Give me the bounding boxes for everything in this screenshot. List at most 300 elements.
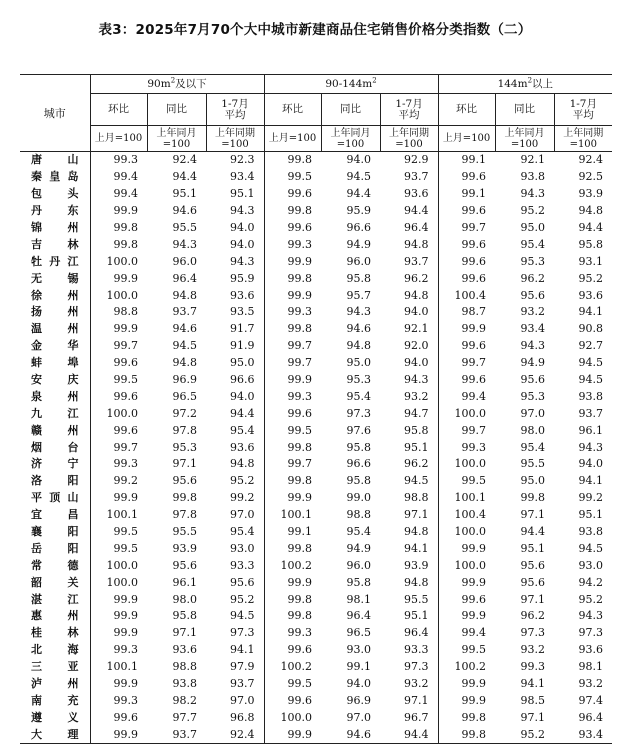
value-cell: 94.8 [380,236,438,253]
value-cell: 99.4 [113,170,138,184]
value-cell: 99.6 [287,221,313,234]
value-cell: 99.9 [287,373,313,387]
value-cell: 95.1 [380,439,438,456]
value-cell: 99.6 [461,237,487,251]
value-cell: 93.3 [206,557,264,574]
value-cell: 95.2 [495,726,554,743]
value-cell: 94.0 [346,677,372,691]
value-cell: 95.8 [380,422,438,439]
value-cell: 94.3 [346,305,372,319]
city-cell [20,726,90,743]
column-header: 同比 [495,94,554,126]
column-header: 1-7月平均 [206,94,264,126]
value-cell: 99.9 [461,677,487,691]
city-name: 牡 丹 江 [31,254,79,268]
value-cell: 99.8 [172,491,197,505]
value-cell: 95.6 [520,373,546,387]
value-cell: 99.6 [461,170,487,184]
table-row [20,439,612,456]
value-cell: 96.2 [380,456,438,473]
value-cell: 95.4 [346,389,372,403]
city-name: 金 华 [31,339,79,353]
city-name: 洛 阳 [31,474,79,488]
value-cell: 92.1 [520,153,546,167]
value-cell: 95.1 [206,186,264,203]
city-cell [20,574,90,591]
value-cell: 99.8 [287,322,313,336]
value-cell: 95.6 [172,558,197,572]
value-cell: 95.6 [520,288,546,302]
value-cell: 96.0 [346,254,372,268]
value-cell: 95.1 [380,608,438,625]
city-name: 安 庆 [31,373,79,387]
value-cell: 99.9 [90,726,147,743]
value-cell: 94.3 [206,253,264,270]
city-name: 湛 江 [31,592,79,606]
value-cell: 94.0 [346,153,372,167]
value-cell: 94.8 [380,287,438,304]
value-cell: 95.2 [206,591,264,608]
value-cell: 96.0 [346,558,372,572]
value-cell: 94.0 [380,304,438,321]
value-cell: 99.5 [461,474,487,488]
value-cell: 99.5 [287,170,313,184]
city-cell [20,253,90,270]
city-cell [20,490,90,507]
value-cell: 95.3 [520,254,546,268]
city-cell [20,439,90,456]
city-name: 包 头 [31,187,79,201]
value-cell: 97.4 [578,693,604,707]
city-cell [20,338,90,355]
value-cell: 97.1 [380,693,438,710]
city-cell [20,473,90,490]
value-cell: 99.6 [461,204,487,218]
city-name: 秦 皇 岛 [31,170,79,184]
city-name: 北 海 [31,643,79,657]
value-cell: 97.8 [172,423,197,437]
value-cell: 95.0 [206,355,264,372]
value-cell: 93.9 [380,557,438,574]
value-cell: 100.0 [454,558,487,572]
column-header: 同比 [321,94,380,126]
value-cell: 99.8 [461,710,487,724]
city-cell [20,540,90,557]
value-cell: 94.6 [321,726,380,743]
value-cell: 96.4 [380,625,438,642]
table-row [20,355,612,372]
value-cell: 97.6 [346,423,372,437]
value-cell: 99.3 [287,237,313,251]
value-cell: 94.5 [578,541,604,555]
value-cell: 95.7 [346,288,372,302]
value-cell: 96.8 [206,709,264,726]
value-cell: 94.9 [346,541,372,555]
city-cell [20,236,90,253]
city-cell [20,169,90,186]
table-row [20,456,612,473]
value-cell: 99.9 [113,609,138,623]
value-cell: 96.9 [346,693,372,707]
value-cell: 95.8 [346,440,372,454]
value-cell: 97.1 [172,626,197,640]
value-cell: 93.7 [147,726,206,743]
value-cell: 99.9 [113,677,138,691]
city-cell [20,642,90,659]
value-cell: 99.8 [287,271,313,285]
city-cell [20,625,90,642]
value-cell: 94.5 [172,339,197,353]
city-cell [20,524,90,541]
value-cell: 99.8 [287,204,313,218]
city-cell [20,304,90,321]
value-cell: 94.3 [520,339,546,353]
value-cell: 100.0 [106,254,138,268]
value-cell: 95.1 [578,508,604,522]
table-row [20,287,612,304]
table-row [20,422,612,439]
value-cell: 98.8 [346,508,372,522]
value-cell: 95.3 [520,389,546,403]
value-cell: 94.8 [206,456,264,473]
value-cell: 95.5 [172,525,197,539]
value-cell: 99.8 [287,440,313,454]
column-header: 1-7月平均 [380,94,438,126]
value-cell: 100.2 [280,660,313,674]
column-header: 环比 [264,94,321,126]
value-cell: 96.0 [172,254,197,268]
value-cell: 96.4 [380,220,438,237]
table-row [20,625,612,642]
value-cell: 99.9 [113,271,138,285]
value-cell: 96.2 [520,609,546,623]
value-cell: 97.1 [520,508,546,522]
value-cell: 94.5 [578,373,604,387]
value-cell: 94.9 [520,356,546,370]
value-cell: 97.0 [520,406,546,420]
value-cell: 99.7 [461,423,487,437]
value-cell: 94.4 [520,525,546,539]
city-name: 温 州 [31,322,79,336]
city-name: 徐 州 [31,288,79,302]
city-name: 韶 关 [31,575,79,589]
value-cell: 94.6 [172,322,197,336]
value-cell: 99.1 [346,660,372,674]
city-name: 泉 州 [31,389,79,403]
city-name: 无 锡 [31,271,79,285]
value-cell: 95.3 [346,373,372,387]
value-cell: 99.7 [287,457,313,471]
value-cell: 95.8 [172,609,197,623]
value-cell: 94.8 [578,204,604,218]
city-cell [20,557,90,574]
value-cell: 99.3 [520,660,546,674]
value-cell: 94.5 [346,170,372,184]
value-cell: 99.9 [113,491,138,505]
value-cell: 99.5 [113,525,138,539]
value-cell: 95.2 [578,592,604,606]
city-name: 南 充 [31,693,79,707]
value-cell: 99.9 [461,609,487,623]
value-cell: 95.9 [206,270,264,287]
value-cell: 99.3 [461,440,487,454]
city-cell [20,388,90,405]
value-cell: 94.3 [380,372,438,389]
value-cell: 99.7 [113,440,138,454]
value-cell: 98.7 [461,305,487,319]
city-cell [20,659,90,676]
value-cell: 95.4 [520,237,546,251]
value-cell: 99.8 [287,541,313,555]
value-cell: 93.8 [172,677,197,691]
value-cell: 99.9 [461,575,487,589]
value-cell: 99.6 [287,187,313,201]
city-name: 蚌 埠 [31,356,79,370]
value-cell: 97.0 [346,710,372,724]
value-cell: 99.9 [113,322,138,336]
value-cell: 94.2 [578,575,604,589]
base-header: 上月=100 [438,126,495,152]
value-cell: 97.0 [206,507,264,524]
value-cell: 96.2 [380,270,438,287]
table-row [20,152,612,169]
column-header: 1-7月平均 [554,94,612,126]
value-cell: 94.9 [346,237,372,251]
value-cell: 96.6 [346,221,372,234]
table-row [20,203,612,220]
table-row [20,388,612,405]
value-cell: 92.4 [172,153,197,167]
value-cell: 98.0 [172,592,197,606]
value-cell: 100.1 [106,660,138,674]
value-cell: 99.8 [113,237,138,251]
value-cell: 93.6 [172,643,197,657]
column-header: 同比 [147,94,206,126]
city-name: 赣 州 [31,423,79,437]
city-name: 锦 州 [31,221,79,234]
value-cell: 99.9 [287,491,313,505]
value-cell: 99.4 [461,626,487,640]
value-cell: 96.4 [172,271,197,285]
city-name: 宜 昌 [31,508,79,522]
base-header: 上年同月=100 [321,126,380,152]
value-cell: 99.6 [461,271,487,285]
value-cell: 100.1 [106,508,138,522]
value-cell: 94.7 [380,405,438,422]
value-cell: 99.7 [287,339,313,353]
value-cell: 99.9 [264,726,321,743]
value-cell: 99.6 [113,389,138,403]
value-cell: 100.4 [454,508,487,522]
value-cell: 99.8 [287,592,313,606]
value-cell: 99.6 [461,373,487,387]
table-row [20,473,612,490]
group-header: $144m^2$以上 [438,75,612,94]
value-cell: 93.6 [380,186,438,203]
value-cell: 96.5 [346,626,372,640]
value-cell: 93.2 [380,676,438,693]
value-cell: 99.7 [461,356,487,370]
value-cell: 97.0 [206,693,264,710]
value-cell: 99.3 [287,389,313,403]
value-cell: 93.0 [206,540,264,557]
value-cell: 99.8 [287,153,313,167]
price-index-table [20,74,612,744]
value-cell: 99.6 [461,592,487,606]
value-cell: 100.1 [280,508,313,522]
value-cell: 100.0 [280,710,313,724]
value-cell: 99.6 [113,423,138,437]
city-cell [20,591,90,608]
value-cell: 94.8 [380,574,438,591]
value-cell: 99.3 [113,457,138,471]
table-row [20,186,612,203]
value-cell: 95.4 [346,525,372,539]
value-cell: 100.0 [454,525,487,539]
value-cell: 93.7 [380,253,438,270]
group-header: $90-144m^2$ [264,75,438,94]
value-cell: 93.9 [172,541,197,555]
value-cell: 99.2 [578,491,604,505]
value-cell: 99.3 [113,693,138,707]
value-cell: 95.1 [172,187,197,201]
city-name: 九 江 [31,406,79,420]
city-cell [20,709,90,726]
table-row [20,693,612,710]
value-cell: 99.1 [461,153,487,167]
value-cell: 100.0 [106,288,138,302]
value-cell: 96.7 [380,709,438,726]
value-cell: 93.6 [578,288,604,302]
value-cell: 99.6 [461,339,487,353]
value-cell: 94.8 [346,339,372,353]
table-row [20,726,612,743]
value-cell: 93.7 [172,305,197,319]
city-cell [20,355,90,372]
city-cell [20,203,90,220]
city-cell [20,608,90,625]
value-cell: 99.4 [113,187,138,201]
table-row [20,591,612,608]
value-cell: 96.6 [206,372,264,389]
value-cell: 94.0 [380,355,438,372]
value-cell: 93.8 [578,525,604,539]
value-cell: 94.5 [380,473,438,490]
value-cell: 99.8 [520,491,546,505]
value-cell: 93.7 [206,676,264,693]
value-cell: 98.5 [520,693,546,707]
value-cell: 92.7 [578,339,604,353]
value-cell: 95.6 [172,474,197,488]
value-cell: 94.4 [380,726,438,743]
city-name: 三 亚 [31,660,79,674]
value-cell: 95.2 [206,473,264,490]
value-cell: 97.9 [206,659,264,676]
base-header: 上年同月=100 [147,126,206,152]
value-cell: 94.8 [172,356,197,370]
value-cell: 99.3 [287,626,313,640]
city-name: 惠 州 [31,609,79,623]
value-cell: 98.8 [113,305,138,319]
table-row [20,507,612,524]
table-row [20,236,612,253]
table-row [20,557,612,574]
value-cell: 99.9 [461,693,487,707]
table-row [20,321,612,338]
city-name: 丹 东 [31,204,79,218]
value-cell: 92.0 [380,338,438,355]
value-cell: 99.6 [461,254,487,268]
city-name: 大 理 [31,727,79,741]
base-header: 上年同期=100 [380,126,438,152]
value-cell: 93.2 [520,305,546,319]
city-cell [20,270,90,287]
value-cell: 95.1 [520,541,546,555]
value-cell: 92.4 [206,726,264,743]
value-cell: 98.0 [520,423,546,437]
value-cell: 98.1 [578,660,604,674]
value-cell: 94.4 [172,170,197,184]
value-cell: 93.3 [380,642,438,659]
value-cell: 97.2 [172,406,197,420]
value-cell: 92.1 [380,321,438,338]
table-row [20,304,612,321]
value-cell: 100.0 [454,457,487,471]
value-cell: 94.0 [578,457,604,471]
value-cell: 93.0 [346,643,372,657]
value-cell: 99.2 [206,490,264,507]
value-cell: 93.8 [578,389,604,403]
value-cell: 94.6 [172,204,197,218]
city-name: 泸 州 [31,677,79,691]
table-row [20,372,612,389]
value-cell: 97.3 [346,406,372,420]
value-cell: 99.2 [113,474,138,488]
value-cell: 94.6 [346,322,372,336]
value-cell: 95.4 [520,440,546,454]
table-row [20,490,612,507]
value-cell: 93.4 [520,322,546,336]
city-name: 济 宁 [31,457,79,471]
value-cell: 93.7 [578,406,604,420]
value-cell: 97.3 [578,626,604,640]
base-header: 上年同月=100 [495,126,554,152]
value-cell: 98.1 [346,592,372,606]
value-cell: 96.4 [578,710,604,724]
value-cell: 99.9 [113,204,138,218]
city-name: 桂 林 [31,626,79,640]
value-cell: 94.3 [578,440,604,454]
city-cell [20,405,90,422]
table-row [20,540,612,557]
value-cell: 95.8 [346,474,372,488]
value-cell: 93.4 [206,169,264,186]
value-cell: 95.8 [346,575,372,589]
value-cell: 99.7 [461,221,487,234]
value-cell: 99.6 [287,693,313,707]
value-cell: 94.3 [172,237,197,251]
value-cell: 99.1 [287,525,313,539]
value-cell: 99.1 [461,187,487,201]
table-row [20,608,612,625]
value-cell: 94.8 [172,288,197,302]
value-cell: 95.0 [520,474,546,488]
value-cell: 95.8 [578,237,604,251]
value-cell: 100.4 [454,288,487,302]
value-cell: 94.1 [520,677,546,691]
value-cell: 98.8 [380,490,438,507]
value-cell: 94.5 [206,608,264,625]
